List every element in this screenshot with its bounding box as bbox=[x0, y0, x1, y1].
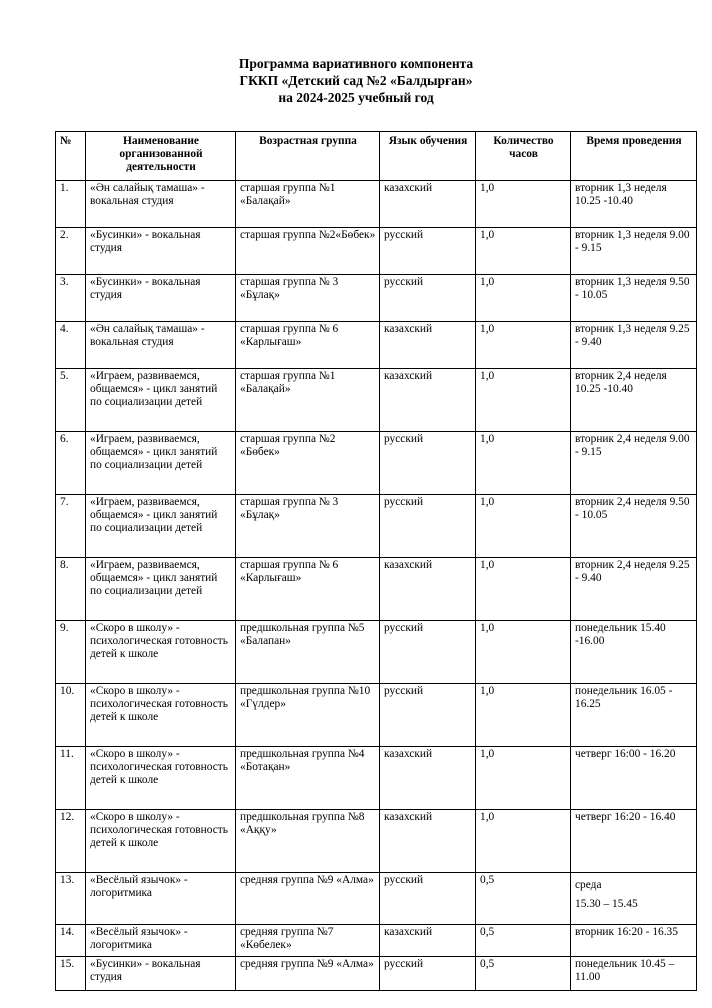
language: казахский bbox=[380, 558, 476, 621]
table-header-row bbox=[56, 132, 697, 181]
activity-name: «Бусинки» - вокальная студия bbox=[86, 228, 236, 275]
language: русский bbox=[380, 228, 476, 275]
table-row bbox=[56, 275, 697, 322]
row-number: 9. bbox=[56, 621, 86, 684]
schedule-time: вторник 16:20 - 16.35 bbox=[571, 925, 697, 957]
language: казахский bbox=[380, 747, 476, 810]
hours-count: 1,0 bbox=[476, 432, 571, 495]
row-number: 12. bbox=[56, 810, 86, 873]
schedule-time: вторник 2,4 неделя 9.00 - 9.15 bbox=[571, 432, 697, 495]
header-activity: Наименование организованной деятельности bbox=[86, 132, 236, 181]
schedule-time: вторник 2,4 неделя 9.50 - 10.05 bbox=[571, 495, 697, 558]
table-row bbox=[56, 181, 697, 228]
table-row bbox=[56, 684, 697, 747]
schedule-hours: 15.30 – 15.45 bbox=[575, 898, 638, 911]
age-group: старшая группа №2 «Бөбек» bbox=[236, 432, 380, 495]
header-number: № bbox=[56, 132, 86, 181]
activity-name: «Весёлый язычок» - логоритмика bbox=[86, 873, 236, 925]
hours-count: 1,0 bbox=[476, 495, 571, 558]
language: казахский bbox=[380, 322, 476, 369]
schedule-time: понедельник 10.45 – 11.00 bbox=[571, 957, 697, 991]
table-row bbox=[56, 747, 697, 810]
table-row bbox=[56, 322, 697, 369]
row-number: 1. bbox=[56, 181, 86, 228]
schedule-time: четверг 16:20 - 16.40 bbox=[571, 810, 697, 873]
language: казахский bbox=[380, 925, 476, 957]
activity-name: «Играем, развиваемся, общаемся» - цикл занятий по социализации детей bbox=[86, 495, 236, 558]
schedule-time: вторник 1,3 неделя 9.00 - 9.15 bbox=[571, 228, 697, 275]
year-title: на 2024-2025 учебный год bbox=[278, 90, 434, 105]
row-number: 3. bbox=[56, 275, 86, 322]
row-number: 5. bbox=[56, 369, 86, 432]
age-group: старшая группа №1 «Балақай» bbox=[236, 369, 380, 432]
row-number: 11. bbox=[56, 747, 86, 810]
activity-name: «Скоро в школу» - психологическая готовность детей к школе bbox=[86, 684, 236, 747]
hours-count: 1,0 bbox=[476, 181, 571, 228]
age-group: предшкольная группа №10 «Гүлдер» bbox=[236, 684, 380, 747]
hours-count: 1,0 bbox=[476, 228, 571, 275]
language: казахский bbox=[380, 369, 476, 432]
activity-name: «Играем, развиваемся, общаемся» - цикл занятий по социализации детей bbox=[86, 369, 236, 432]
language: русский bbox=[380, 873, 476, 925]
language: русский bbox=[380, 495, 476, 558]
hours-count: 1,0 bbox=[476, 747, 571, 810]
header-age-group: Возрастная группа bbox=[236, 132, 380, 181]
hours-count: 0,5 bbox=[476, 957, 571, 991]
language: русский bbox=[380, 432, 476, 495]
age-group: старшая группа № 6 «Карлығаш» bbox=[236, 322, 380, 369]
age-group: предшкольная группа №5 «Балапан» bbox=[236, 621, 380, 684]
row-number: 14. bbox=[56, 925, 86, 957]
hours-count: 1,0 bbox=[476, 369, 571, 432]
hours-count: 1,0 bbox=[476, 322, 571, 369]
schedule-time: вторник 1,3 неделя 10.25 -10.40 bbox=[571, 181, 697, 228]
program-table bbox=[55, 131, 697, 991]
age-group: средняя группа №7 «Көбелек» bbox=[236, 925, 380, 957]
header-hours: Количество часов bbox=[476, 132, 571, 181]
age-group: старшая группа №1 «Балақай» bbox=[236, 181, 380, 228]
schedule-time bbox=[571, 873, 697, 925]
row-number: 10. bbox=[56, 684, 86, 747]
age-group: предшкольная группа №4 «Ботақан» bbox=[236, 747, 380, 810]
activity-name: «Весёлый язычок» - логоритмика bbox=[86, 925, 236, 957]
hours-count: 1,0 bbox=[476, 621, 571, 684]
schedule-time: понедельник 15.40 -16.00 bbox=[571, 621, 697, 684]
header-language: Язык обучения bbox=[380, 132, 476, 181]
activity-name: «Скоро в школу» - психологическая готовность детей к школе bbox=[86, 621, 236, 684]
schedule-time: вторник 1,3 неделя 9.50 - 10.05 bbox=[571, 275, 697, 322]
hours-count: 0,5 bbox=[476, 925, 571, 957]
age-group: старшая группа № 3 «Бұлақ» bbox=[236, 495, 380, 558]
activity-name: «Бусинки» - вокальная студия bbox=[86, 957, 236, 991]
schedule-time: вторник 1,3 неделя 9.25 - 9.40 bbox=[571, 322, 697, 369]
language: русский bbox=[380, 684, 476, 747]
activity-name: «Скоро в школу» - психологическая готовность детей к школе bbox=[86, 810, 236, 873]
age-group: предшкольная группа №8 «Аққу» bbox=[236, 810, 380, 873]
table-row bbox=[56, 558, 697, 621]
row-number: 8. bbox=[56, 558, 86, 621]
schedule-time: понедельник 16.05 - 16.25 bbox=[571, 684, 697, 747]
row-number: 7. bbox=[56, 495, 86, 558]
table-row bbox=[56, 495, 697, 558]
row-number: 4. bbox=[56, 322, 86, 369]
institution-title: ГККП «Детский сад №2 «Балдырған» bbox=[239, 73, 473, 88]
table-row bbox=[56, 925, 697, 957]
row-number: 6. bbox=[56, 432, 86, 495]
table-row bbox=[56, 621, 697, 684]
table-row bbox=[56, 873, 697, 925]
schedule-time: четверг 16:00 - 16.20 bbox=[571, 747, 697, 810]
age-group: старшая группа № 6 «Карлығаш» bbox=[236, 558, 380, 621]
row-number: 2. bbox=[56, 228, 86, 275]
age-group: средняя группа №9 «Алма» bbox=[236, 873, 380, 925]
table-row bbox=[56, 228, 697, 275]
table-row bbox=[56, 957, 697, 991]
language: казахский bbox=[380, 810, 476, 873]
table-row bbox=[56, 369, 697, 432]
hours-count: 1,0 bbox=[476, 558, 571, 621]
hours-count: 1,0 bbox=[476, 684, 571, 747]
hours-count: 1,0 bbox=[476, 810, 571, 873]
activity-name: «Скоро в школу» - психологическая готовность детей к школе bbox=[86, 747, 236, 810]
age-group: старшая группа № 3 «Бұлақ» bbox=[236, 275, 380, 322]
language: русский bbox=[380, 275, 476, 322]
language: русский bbox=[380, 957, 476, 991]
activity-name: «Бусинки» - вокальная студия bbox=[86, 275, 236, 322]
hours-count: 0,5 bbox=[476, 873, 571, 925]
activity-name: «Играем, развиваемся, общаемся» - цикл занятий по социализации детей bbox=[86, 432, 236, 495]
row-number: 13. bbox=[56, 873, 86, 925]
hours-count: 1,0 bbox=[476, 275, 571, 322]
row-number: 15. bbox=[56, 957, 86, 991]
activity-name: «Ән салайық тамаша» - вокальная студия bbox=[86, 322, 236, 369]
schedule-time: вторник 2,4 неделя 10.25 -10.40 bbox=[571, 369, 697, 432]
schedule-time: вторник 2,4 неделя 9.25 - 9.40 bbox=[571, 558, 697, 621]
age-group: средняя группа №9 «Алма» bbox=[236, 957, 380, 991]
activity-name: «Ән салайық тамаша» - вокальная студия bbox=[86, 181, 236, 228]
table-row bbox=[56, 432, 697, 495]
schedule-day: среда bbox=[575, 879, 602, 891]
language: русский bbox=[380, 621, 476, 684]
age-group: старшая группа №2«Бөбек» bbox=[236, 228, 380, 275]
language: казахский bbox=[380, 181, 476, 228]
program-title: Программа вариативного компонента bbox=[238, 56, 474, 71]
header-time: Время проведения bbox=[571, 132, 697, 181]
table-row bbox=[56, 810, 697, 873]
activity-name: «Играем, развиваемся, общаемся» - цикл занятий по социализации детей bbox=[86, 558, 236, 621]
